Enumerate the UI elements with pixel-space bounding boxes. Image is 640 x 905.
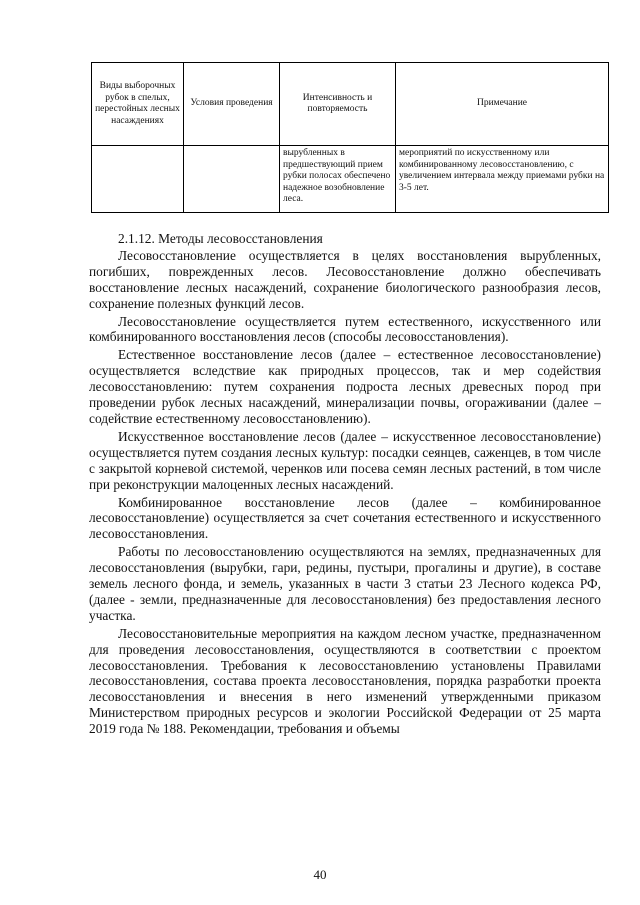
paragraph: Естественное восстановление лесов (далее – естественное лесовосстановление) осуществляется вследствие как природных процессов, так и мер содействия лесовосстановлению: путем сохранения подроста лесных древесных пород при проведении рубок лесных насаждений, минерализации почвы, огораживании (далее – содействие естественному лесовосстановлению). [89,347,601,426]
section-title: 2.1.12. Методы лесовосстановления [118,231,323,246]
paragraph: Лесовосстановительные мероприятия на каждом лесном участке, предназначенном для проведения лесовосстановления, осуществляются в соответствии с проектом лесовосстановления. Требования к лесовосстановлению установлены Правилами лесовосстановления, состава проекта лесовосстановления, порядка разработки проекта лесовосстановления и внесения в него изменений утвержденными приказом Министерством природных ресурсов и экологии Российской Федерации от 25 марта 2019 года № 188. Рекомендации, требования и объемы [89,625,601,737]
header-cutting-types: Виды выборочных рубок в спелых, перестойных лесных насаждениях [92,63,184,146]
paragraph: Работы по лесовосстановлению осуществляются на землях, предназначенных для лесовосстановления (вырубки, гари, редины, пустыри, прогалины и другие), в составе земель лесного фонда, и земель, указанных в части 3 статьи 23 Лесного кодекса РФ, (далее - земли, предназначенные для лесовосстановления) без предоставления лесного участка. [89,544,601,623]
paragraph: Лесовосстановление осуществляется путем естественного, искусственного или комбинированного восстановления лесов (способы лесовосстановления). [89,313,601,345]
cuttings-table [91,62,609,213]
cell-conditions [184,146,280,213]
cell-note: мероприятий по искусственному или комбинированному лесовосстановлению, с увеличением интервала между приемами рубки на 3-5 лет. [396,146,609,213]
table-row [92,146,609,213]
paragraph: Лесовосстановление осуществляется в целях восстановления вырубленных, погибших, поврежденных лесов. Лесовосстановление должно обеспечивать восстановление лесных насаждений, сохранение биологического разнообразия лесов, сохранение полезных функций лесов. [89,247,601,311]
paragraph: Искусственное восстановление лесов (далее – искусственное лесовосстановление) осуществляется путем создания лесных культур: посадки сеянцев, саженцев, в том числе с закрытой корневой системой, черенков или посева семян лесных растений, в том числе при реконструкции малоценных лесных насаждений. [89,428,601,492]
page-number: 40 [313,867,327,882]
document-body [89,231,601,739]
header-conditions: Условия проведения [184,63,280,146]
table-header-row [92,63,609,146]
paragraph: Комбинированное восстановление лесов (далее – комбинированное лесовосстановление) осуществляется за счет сочетания естественного и искусственного лесовосстановления. [89,494,601,542]
cell-cutting-types [92,146,184,213]
header-intensity: Интенсивность и повторяемость [280,63,396,146]
header-note: Примечание [396,63,609,146]
cell-intensity: вырубленных в предшествующий прием рубки полосах обеспечено надежное возобновление леса. [280,146,396,213]
